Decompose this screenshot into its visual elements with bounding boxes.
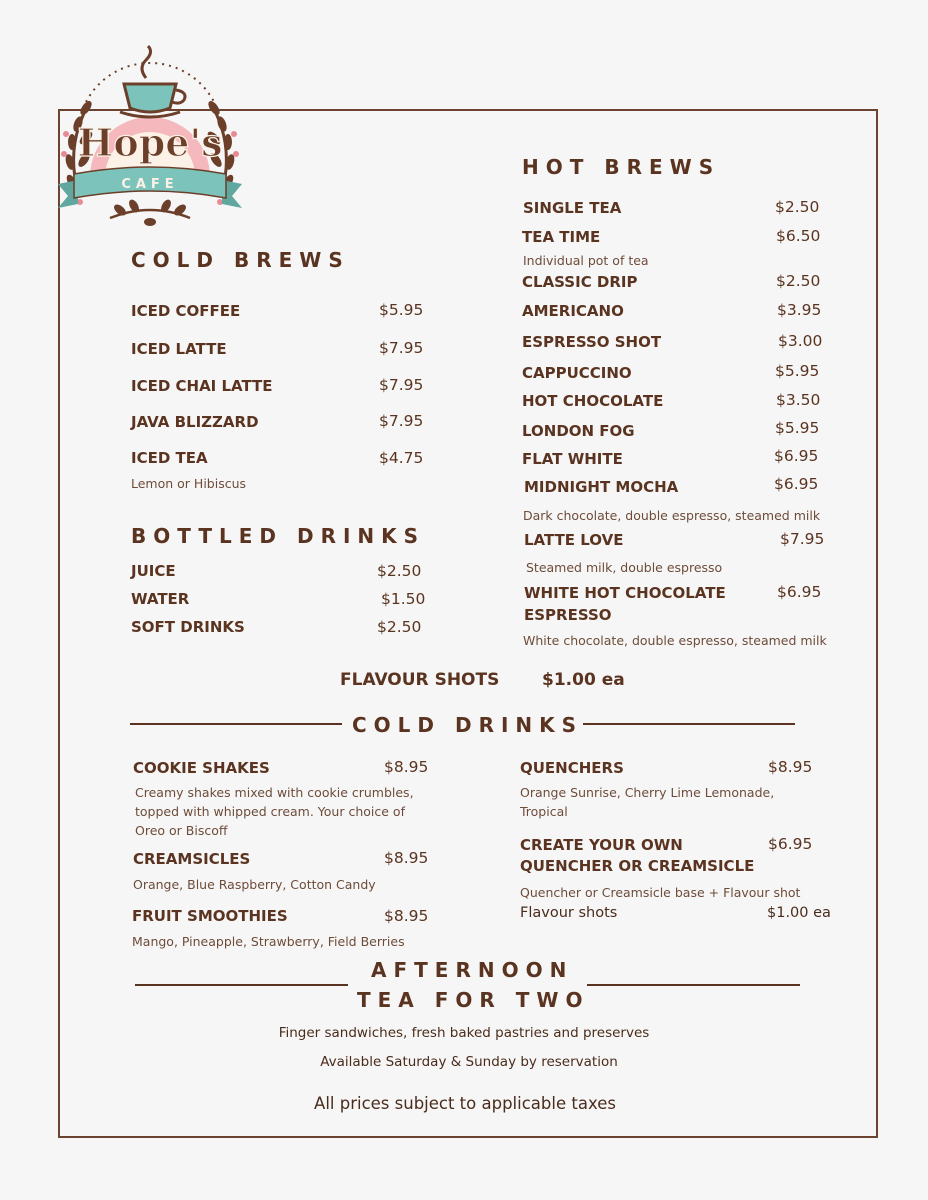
menu-item-name: MIDNIGHT MOCHA [524,478,679,496]
menu-item-desc-line: Orange Sunrise, Cherry Lime Lemonade, [520,785,775,800]
menu-item-desc: Individual pot of tea [523,253,649,268]
divider [583,723,795,725]
menu-item-price: $8.95 [384,758,429,776]
divider [130,723,342,725]
menu-item-price: $8.95 [768,758,813,776]
menu-item-name: WHITE HOT CHOCOLATE [524,584,726,602]
menu-item-name: ICED CHAI LATTE [131,377,273,395]
menu-item-price: $7.95 [379,339,424,357]
divider [135,984,348,986]
menu-item-price: $5.95 [379,301,424,319]
menu-item-price: $1.50 [381,590,426,608]
menu-item-name: JUICE [131,562,176,580]
menu-item-price: $8.95 [384,907,429,925]
menu-item-price: $4.75 [379,449,424,467]
menu-item-price: $3.50 [776,391,821,409]
menu-item-desc: Lemon or Hibiscus [131,476,247,491]
menu-item-price: $6.95 [768,835,813,853]
menu-item-name: QUENCHER OR CREAMSICLE [520,857,755,875]
menu-item-name: ESPRESSO SHOT [522,333,662,351]
menu-item-price: $5.95 [775,362,820,380]
divider [587,984,800,986]
menu-item-desc: White chocolate, double espresso, steamed milk [523,633,827,648]
menu-item-name: AMERICANO [522,302,624,320]
afternoon-tea-title-line2: TEA FOR TWO [357,988,590,1012]
menu-item-price: $2.50 [377,562,422,580]
menu-item-price: $2.50 [377,618,422,636]
menu-item-name: TEA TIME [522,228,601,246]
menu-item-price: $7.95 [379,376,424,394]
menu-item-price: $6.95 [774,475,819,493]
afternoon-tea-desc: Finger sandwiches, fresh baked pastries and preserves [278,1025,650,1041]
menu-item-name: QUENCHERS [520,759,624,777]
menu-item-price: $6.95 [777,583,822,601]
menu-item-desc-line: topped with whipped cream. Your choice of [135,804,405,819]
hot-brews-title: HOT BREWS [522,155,721,179]
menu-item-price: $5.95 [775,419,820,437]
afternoon-tea-availability: Available Saturday & Sunday by reservation [320,1054,618,1070]
menu-item-name: CREATE YOUR OWN [520,836,683,854]
menu-item-price: $2.50 [776,272,821,290]
hopes-cafe-logo [50,42,250,242]
menu-item-name: LATTE LOVE [524,531,624,549]
menu-item-price: $7.95 [379,412,424,430]
menu-item-name: SINGLE TEA [523,199,622,217]
afternoon-tea-title-line1: AFTERNOON [371,958,574,982]
menu-item-price: $6.95 [774,447,819,465]
menu-item-name: SOFT DRINKS [131,618,245,636]
menu-item-price: $3.95 [777,301,822,319]
menu-item-name: CAPPUCCINO [522,364,632,382]
menu-item-name: COOKIE SHAKES [133,759,270,777]
menu-item-desc: Steamed milk, double espresso [526,560,723,575]
cold-drinks-title: COLD DRINKS [352,713,584,737]
menu-item-name: WATER [131,590,190,608]
menu-item-name: CREAMSICLES [133,850,251,868]
taxes-note: All prices subject to applicable taxes [314,1094,616,1113]
menu-item-desc: Orange, Blue Raspberry, Cotton Candy [133,877,376,892]
menu-item-price: $7.95 [780,530,825,548]
menu-item-name: ICED COFFEE [131,302,241,320]
menu-item-desc: Mango, Pineapple, Strawberry, Field Berries [132,934,405,949]
flavour-shots-note-price: $1.00 ea [767,905,831,921]
menu-item-name: FLAT WHITE [522,450,623,468]
menu-item-name: FRUIT SMOOTHIES [132,907,288,925]
menu-item-name: CLASSIC DRIP [522,273,638,291]
menu-item-name: LONDON FOG [522,422,635,440]
menu-item-name: ESPRESSO [524,606,612,624]
flavour-shots-note: Flavour shots [520,905,618,921]
cold-brews-title: COLD BREWS [131,248,350,272]
menu-item-name: JAVA BLIZZARD [131,413,259,431]
flavour-shots-label: FLAVOUR SHOTS [340,670,500,690]
menu-item-name: ICED TEA [131,449,208,467]
logo-name: Hope's [77,120,223,165]
menu-item-price: $2.50 [775,198,820,216]
menu-item-price: $3.00 [778,332,823,350]
flavour-shots-price: $1.00 ea [542,670,625,690]
menu-item-desc: Dark chocolate, double espresso, steamed milk [523,508,821,523]
logo-tagline: CAFE [121,177,179,192]
menu-item-desc: Quencher or Creamsicle base + Flavour shot [520,885,801,900]
menu-item-price: $8.95 [384,849,429,867]
menu-item-price: $6.50 [776,227,821,245]
menu-item-name: ICED LATTE [131,340,227,358]
menu-item-desc-line: Oreo or Biscoff [135,823,228,838]
bottled-drinks-title: BOTTLED DRINKS [131,524,426,548]
menu-item-desc-line: Creamy shakes mixed with cookie crumbles, [135,785,414,800]
menu-item-desc-line: Tropical [520,804,568,819]
menu-item-name: HOT CHOCOLATE [522,392,664,410]
